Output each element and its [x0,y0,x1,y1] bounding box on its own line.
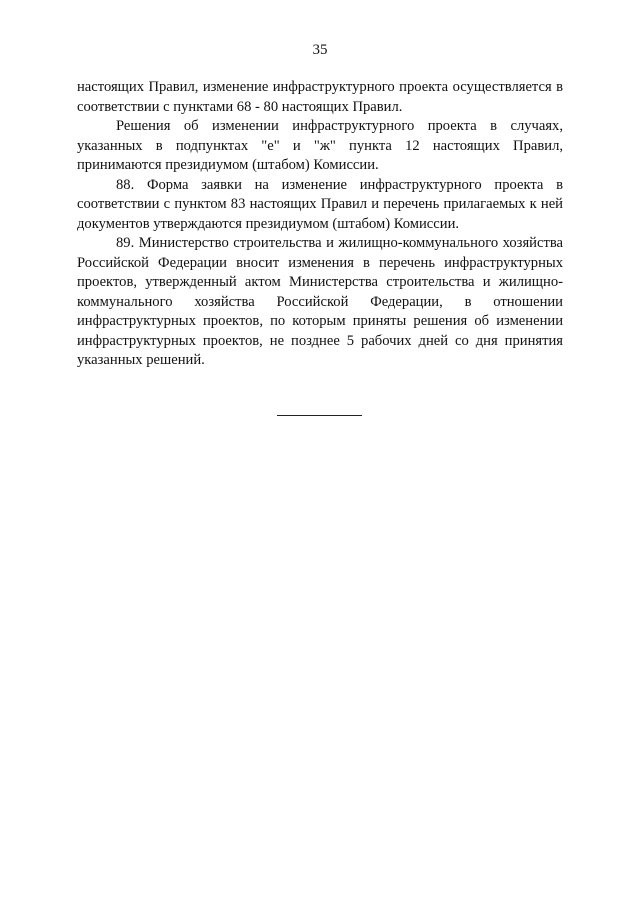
document-body [77,78,563,371]
page-number: 35 [312,42,328,58]
paragraph-decisions: Решения об изменении инфраструктурного проекта в случаях, указанных в подпунктах "е" и "ж" пункта 12 настоящих Правил, принимаются президиумом (штабом) Комиссии. [77,118,563,173]
paragraph-item-88: 88. Форма заявки на изменение инфраструктурного проекта в соответствии с пунктом 83 настоящих Правил и перечень прилагаемых к ней документов утверждаются президиумом (штабом) Комиссии. [77,176,563,232]
paragraph-continuation: настоящих Правил, изменение инфраструктурного проекта осуществляется в соответствии с пунктами 68 - 80 настоящих Правил. [77,79,563,115]
end-separator-line [277,415,362,416]
paragraph-item-89: 89. Министерство строительства и жилищно-коммунального хозяйства Российской Федерации вносит изменения в перечень инфраструктурных проектов, утвержденный актом Министерства строительства и жилищно-коммунального хозяйства Российской Федерации, в отношении инфраструктурных проектов, по которым приняты решения об изменении инфраструктурных проектов, не позднее 5 рабочих дней со дня принятия указанных решений. [77,235,563,368]
